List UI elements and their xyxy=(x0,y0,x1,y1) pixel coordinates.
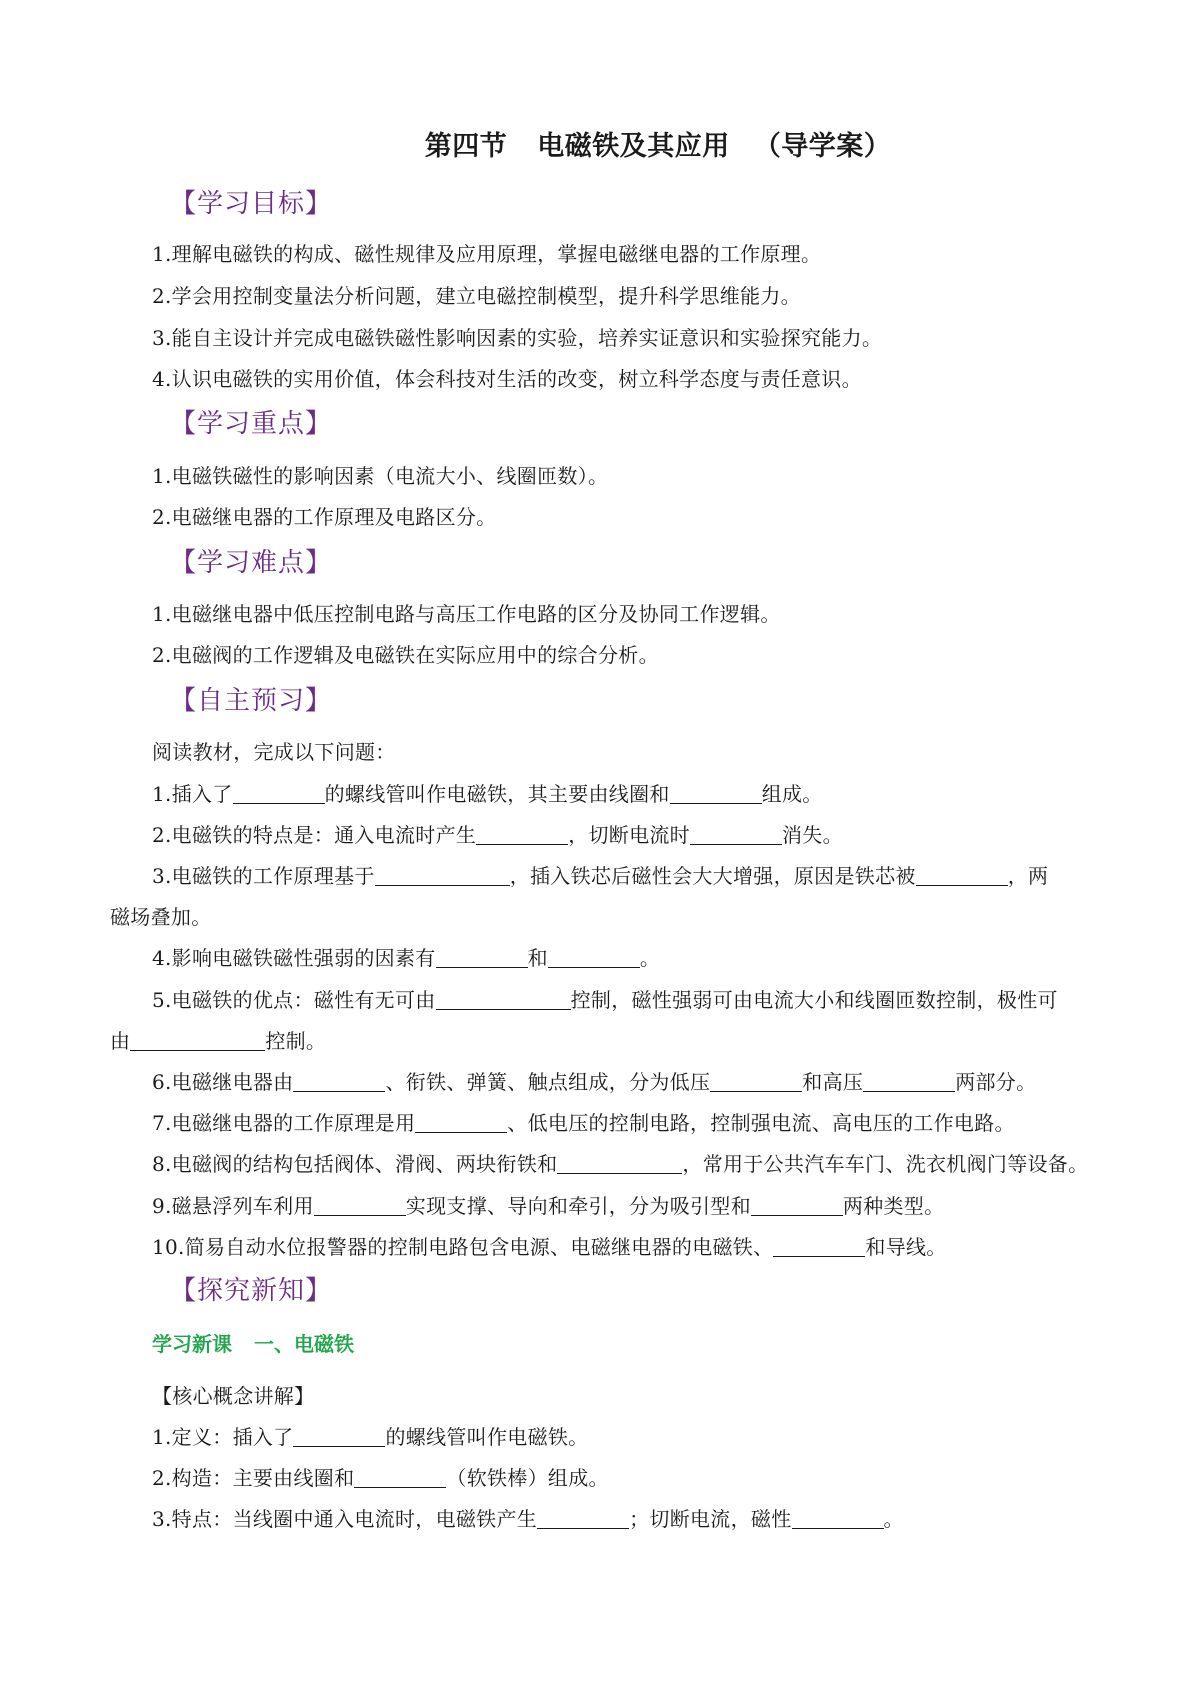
preview-question-2: 2.电磁铁的特点是：通入电流时产生 ，切断电流时 消失。 xyxy=(152,823,843,847)
fill-blank[interactable] xyxy=(792,1508,884,1529)
fill-blank[interactable] xyxy=(293,1071,385,1092)
fill-blank[interactable] xyxy=(436,989,571,1010)
concept-item-2: 2.构造：主要由线圈和 （软铁棒）组成。 xyxy=(152,1466,609,1490)
fill-blank[interactable] xyxy=(375,865,510,886)
preview-question-1: 1.插入了 的螺线管叫作电磁铁，其主要由线圈和 组成。 xyxy=(152,782,823,806)
section-heading-goals: 【学习目标】 xyxy=(170,189,333,219)
fill-blank[interactable] xyxy=(670,783,762,804)
preview-question-8: 8.电磁阀的结构包括阀体、滑阀、两块衔铁和 ，常用于公共汽车车门、洗衣机阀门等设备。 xyxy=(152,1152,1089,1176)
core-concept-heading: 【核心概念讲解】 xyxy=(152,1384,315,1408)
fill-blank[interactable] xyxy=(690,824,782,845)
fill-blank[interactable] xyxy=(751,1195,843,1216)
keypoint-item: 2.电磁继电器的工作原理及电路区分。 xyxy=(152,505,497,529)
section-heading-difficulties: 【学习难点】 xyxy=(170,548,333,578)
title-section: 第四节 xyxy=(424,131,508,162)
fill-blank[interactable] xyxy=(354,1467,446,1488)
fill-blank[interactable] xyxy=(773,1236,865,1257)
section-heading-explore: 【探究新知】 xyxy=(170,1276,333,1306)
fill-blank[interactable] xyxy=(314,1195,406,1216)
fill-blank[interactable] xyxy=(710,1071,802,1092)
difficulty-item: 1.电磁继电器中低压控制电路与高压工作电路的区分及协同工作逻辑。 xyxy=(152,602,781,626)
goal-item: 2.学会用控制变量法分析问题，建立电磁控制模型，提升科学思维能力。 xyxy=(152,284,801,308)
page-title xyxy=(58,124,1200,163)
concept-item-3: 3.特点：当线圈中通入电流时，电磁铁产生 ；切断电流，磁性 。 xyxy=(152,1507,904,1531)
fill-blank[interactable] xyxy=(537,1508,629,1529)
preview-question-3-continued: 磁场叠加。 xyxy=(110,905,212,929)
concept-item-1: 1.定义：插入了 的螺线管叫作电磁铁。 xyxy=(152,1425,589,1449)
keypoint-item: 1.电磁铁磁性的影响因素（电流大小、线圈匝数）。 xyxy=(152,464,609,488)
preview-question-10: 10.简易自动水位报警器的控制电路包含电源、电磁继电器的电磁铁、 和导线。 xyxy=(152,1235,947,1259)
lesson-topic: 一、电磁铁 xyxy=(254,1332,354,1356)
fill-blank[interactable] xyxy=(436,947,528,968)
goal-item: 4.认识电磁铁的实用价值，体会科技对生活的改变，树立科学态度与责任意识。 xyxy=(152,367,862,391)
difficulty-item: 2.电磁阀的工作逻辑及电磁铁在实际应用中的综合分析。 xyxy=(152,643,659,667)
title-tag: （导学案） xyxy=(753,131,892,162)
preview-question-9: 9.磁悬浮列车利用 实现支撑、导向和牵引，分为吸引型和 两种类型。 xyxy=(152,1194,945,1218)
fill-blank[interactable] xyxy=(415,1112,507,1133)
lesson-subheading xyxy=(152,1328,354,1357)
fill-blank[interactable] xyxy=(863,1071,955,1092)
preview-question-7: 7.电磁继电器的工作原理是用 、低电压的控制电路，控制强电流、高电压的工作电路。 xyxy=(152,1111,1015,1135)
goal-item: 1.理解电磁铁的构成、磁性规律及应用原理，掌握电磁继电器的工作原理。 xyxy=(152,242,822,266)
fill-blank[interactable] xyxy=(130,1030,265,1051)
section-heading-keypoints: 【学习重点】 xyxy=(170,409,333,439)
lesson-label: 学习新课 xyxy=(152,1332,232,1356)
fill-blank[interactable] xyxy=(476,824,568,845)
preview-question-6: 6.电磁继电器由 、衔铁、弹簧、触点组成，分为低压 和高压 两部分。 xyxy=(152,1070,1037,1094)
preview-question-3: 3.电磁铁的工作原理基于 ，插入铁芯后磁性会大大增强，原因是铁芯被 ，两 xyxy=(152,864,1049,888)
preview-question-4: 4.影响电磁铁磁性强弱的因素有 和 。 xyxy=(152,946,661,970)
fill-blank[interactable] xyxy=(293,1426,385,1447)
preview-intro: 阅读教材，完成以下问题： xyxy=(152,740,396,764)
preview-question-5: 5.电磁铁的优点：磁性有无可由 控制，磁性强弱可由电流大小和线圈匝数控制，极性可 xyxy=(152,988,1058,1012)
goal-item: 3.能自主设计并完成电磁铁磁性影响因素的实验，培养实证意识和实验探究能力。 xyxy=(152,326,883,350)
section-heading-preview: 【自主预习】 xyxy=(170,686,333,716)
fill-blank[interactable] xyxy=(548,947,640,968)
fill-blank[interactable] xyxy=(557,1153,682,1174)
title-name: 电磁铁及其应用 xyxy=(537,131,730,162)
fill-blank[interactable] xyxy=(233,783,325,804)
preview-question-5-continued: 由 控制。 xyxy=(110,1029,327,1053)
fill-blank[interactable] xyxy=(916,865,1008,886)
